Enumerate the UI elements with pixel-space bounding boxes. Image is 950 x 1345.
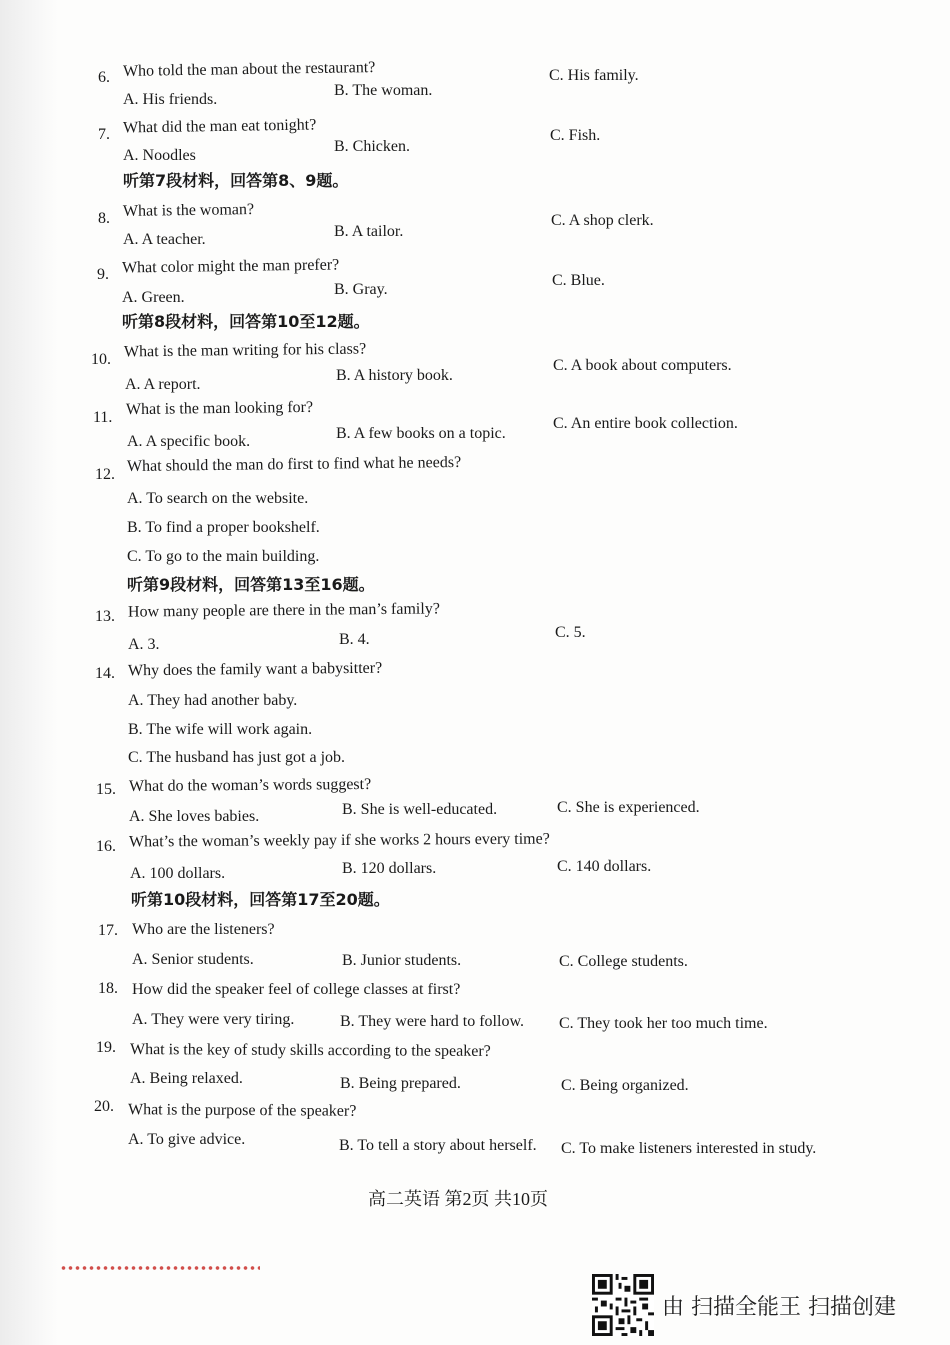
question-text: What is the purpose of the speaker? [127,1101,357,1120]
question-text: What is the man writing for his class? [123,340,367,361]
option-b: B. To tell a story about herself. [339,1137,537,1154]
question-number: 9. [97,266,109,283]
option-a: A. Being relaxed. [130,1070,243,1087]
option-a: A. A specific book. [127,433,251,450]
question-text: What color might the man prefer? [121,256,340,277]
option-b: B. A tailor. [334,223,404,240]
option-a: A. 100 dollars. [130,865,226,882]
option-c: C. They took her too much time. [559,1015,768,1032]
option-b: B. The wife will work again. [128,721,313,738]
section-heading: 听第8段材料，回答第10至12题。 [122,312,370,331]
option-b: B. They were hard to follow. [340,1013,524,1030]
question-number: 11. [93,409,113,426]
section-heading: 听第9段材料，回答第13至16题。 [127,575,375,594]
option-b: B. A few books on a topic. [336,425,506,442]
option-b: B. To find a proper bookshelf. [127,519,320,536]
option-b: B. 120 dollars. [342,860,437,877]
question-number: 10. [91,351,111,368]
option-b: B. 4. [339,631,370,648]
option-c: C. To make listeners interested in study. [561,1140,817,1157]
option-a: A. A teacher. [123,231,206,248]
question-number: 13. [95,608,115,625]
option-a: A. A report. [125,376,201,393]
question-number: 20. [94,1098,114,1115]
option-b: B. Being prepared. [340,1075,461,1092]
question-text: How many people are there in the man’s family? [127,600,440,621]
option-b: B. A history book. [336,367,453,384]
option-a: A. To search on the website. [127,490,309,507]
question-text: Who told the man about the restaurant? [122,59,376,80]
option-a: A. To give advice. [128,1131,246,1148]
option-b: B. Gray. [334,281,388,298]
question-text: What is the man looking for? [125,398,314,419]
option-a: A. She loves babies. [129,808,260,825]
question-text: What is the key of study skills according to the speaker? [129,1041,491,1060]
option-c: C. To go to the main building. [127,548,320,565]
option-a: A. 3. [128,636,160,653]
question-text: What is the woman? [122,201,255,220]
option-c: C. Being organized. [561,1077,689,1094]
option-a: A. Noodles [123,147,196,164]
question-text: What did the man eat tonight? [122,116,317,137]
red-dotted-edge [60,1264,260,1272]
option-c: C. Fish. [550,127,601,144]
qr-code-icon [592,1274,654,1336]
option-c: C. An entire book collection. [553,415,738,432]
page-footer: 高二英语 第2页 共10页 [368,1189,548,1209]
question-number: 19. [96,1039,116,1056]
question-text: What do the woman’s words suggest? [128,775,372,796]
question-number: 7. [98,126,110,143]
option-b: B. Chicken. [334,138,410,155]
question-number: 18. [98,980,118,997]
option-a: A. Senior students. [132,951,254,968]
option-b: B. Junior students. [342,952,462,969]
option-c: C. His family. [549,67,639,84]
question-text: Why does the family want a babysitter? [127,659,383,680]
question-number: 12. [95,466,115,483]
option-c: C. 140 dollars. [557,858,652,875]
option-c: C. Blue. [552,272,605,289]
question-number: 8. [98,210,110,227]
option-a: A. His friends. [123,91,218,108]
option-c: C. A shop clerk. [551,212,654,229]
question-number: 16. [96,838,116,855]
scan-edge-shadow [0,0,58,1345]
option-c: C. She is experienced. [557,799,700,816]
section-heading: 听第7段材料，回答第8、9题。 [123,171,349,190]
question-text: What should the man do first to find what he needs? [126,453,462,476]
option-a: A. They were very tiring. [132,1011,295,1028]
question-text: Who are the listeners? [132,921,275,938]
scanner-watermark: 由 扫描全能王 扫描创建 [662,1295,896,1320]
option-c: C. The husband has just got a job. [128,749,346,766]
question-number: 17. [98,922,118,939]
option-b: B. She is well-educated. [342,801,498,818]
option-c: C. College students. [559,953,688,970]
section-heading: 听第10段材料，回答第17至20题。 [131,890,390,909]
option-a: A. Green. [122,289,185,306]
option-b: B. The woman. [334,82,433,99]
option-c: C. 5. [555,624,586,641]
question-number: 6. [98,69,110,86]
question-text: How did the speaker feel of college classes at first? [132,981,461,998]
question-number: 15. [96,781,116,798]
option-c: C. A book about computers. [553,357,732,374]
question-number: 14. [95,665,115,682]
question-text: What’s the woman’s weekly pay if she works 2 hours every time? [128,830,550,851]
option-a: A. They had another baby. [128,692,298,709]
